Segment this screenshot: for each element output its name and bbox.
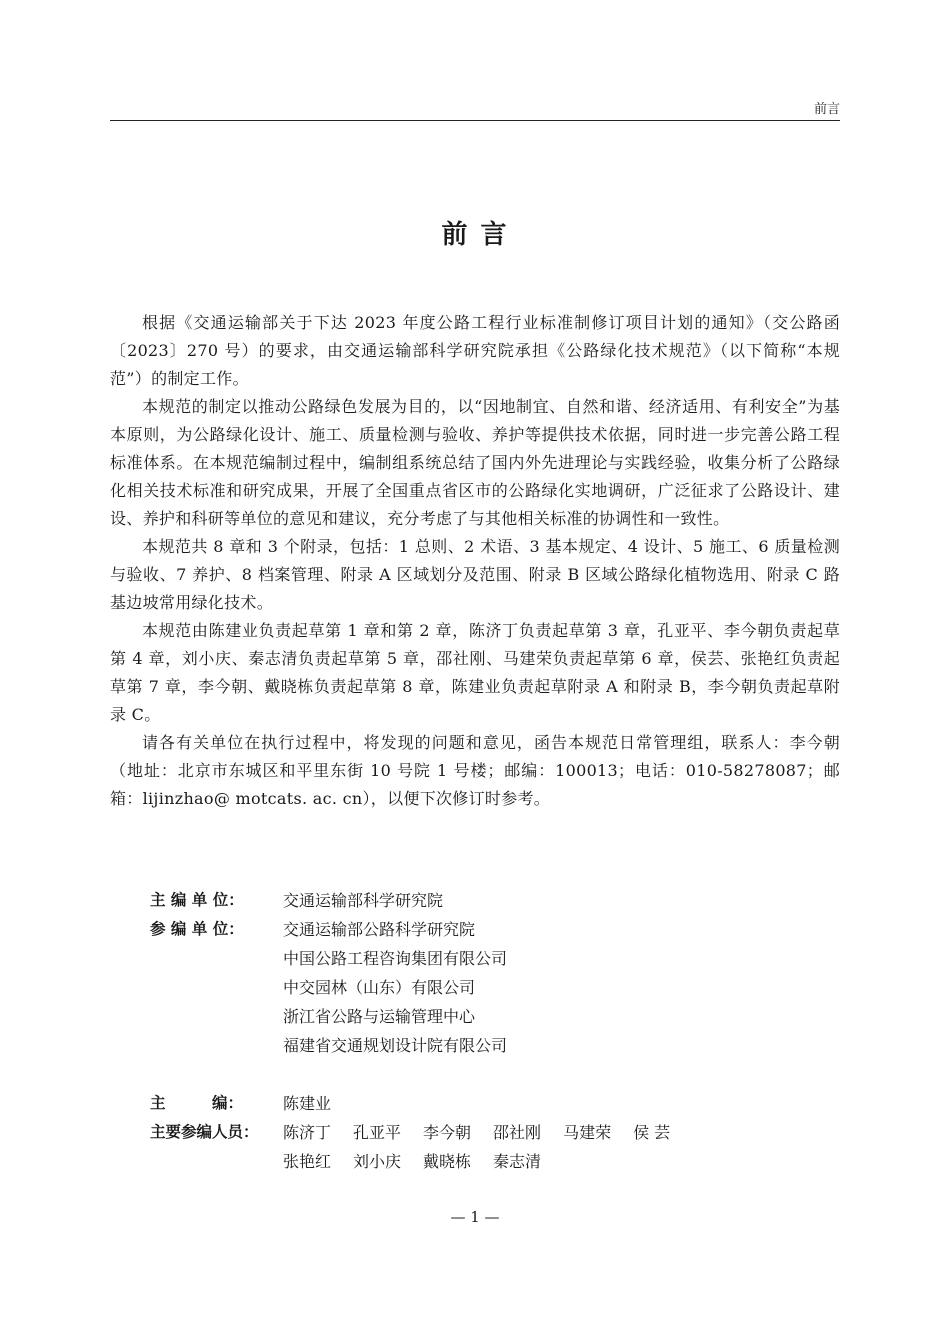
contributor-name: 侯 芸 [633,1123,671,1142]
contributor-name: 戴晓栋 [423,1152,472,1171]
participating-units-list [283,915,840,1060]
paragraph-authors: 本规范由陈建业负责起草第 1 章和第 2 章，陈济丁负责起草第 3 章，孔亚平、李今朝负责起草第 4 章，刘小庆、秦志清负责起草第 5 章，邵社刚、马建荣负责起草第 6 章，侯芸、张艳红负责起草第 7 章，李今朝、戴晓栋负责起草第 8 章，陈建业负责起草附录 A 和附录 B，李今朝负责起草附录 C。 [110,621,840,724]
editor-row [150,1089,840,1118]
chief-unit-label: 主 编 单 位： [150,891,244,909]
credits-block [150,886,840,1176]
participating-unit: 中国公路工程咨询集团有限公司 [283,949,508,968]
running-header-title: 前言 [813,102,840,117]
spacer [150,1060,840,1089]
preface-body [110,309,840,813]
contributor-name: 张艳红 [283,1152,332,1171]
page-number: — 1 — [450,1208,500,1226]
participating-unit: 浙江省公路与运输管理中心 [283,1007,476,1026]
contributors-label: 主要参编人员： [150,1123,259,1141]
contributor-name: 秦志清 [493,1152,542,1171]
editor-label: 主 编： [150,1094,244,1112]
participating-units-label: 参 编 单 位： [150,920,244,938]
contributor-name: 刘小庆 [353,1152,402,1171]
contributors-list [283,1118,840,1176]
running-header [110,96,840,121]
paragraph-basis: 根据《交通运输部关于下达 2023 年度公路工程行业标准制修订项目计划的通知》（交公路函〔2023〕270 号）的要求，由交通运输部科学研究院承担《公路绿化技术规范》（以下简称“本规范”）的制定工作。 [110,313,840,388]
contributors-row [150,1118,840,1176]
contributor-name: 陈济丁 [283,1123,332,1142]
participating-unit: 福建省交通规划设计院有限公司 [283,1036,508,1055]
participating-units-row [150,915,840,1060]
editor-value: 陈建业 [283,1094,332,1113]
contributor-name: 李今朝 [423,1123,472,1142]
paragraph-purpose: 本规范的制定以推动公路绿色发展为目的，以“因地制宜、自然和谐、经济适用、有利安全”为基本原则，为公路绿化设计、施工、质量检测与验收、养护等提供技术依据，同时进一步完善公路工程标准体系。在本规范编制过程中，编制组系统总结了国内外先进理论与实践经验，收集分析了公路绿化相关技术标准和研究成果，开展了全国重点省区市的公路绿化实地调研，广泛征求了公路设计、建设、养护和科研等单位的意见和建议，充分考虑了与其他相关标准的协调性和一致性。 [110,397,840,528]
chief-unit-value: 交通运输部科学研究院 [283,891,444,910]
page-title: 前 言 [441,220,509,250]
participating-unit: 交通运输部公路科学研究院 [283,920,476,939]
contributor-name: 马建荣 [563,1123,612,1142]
contributors-line-1 [283,1118,840,1147]
paragraph-structure: 本规范共 8 章和 3 个附录，包括：1 总则、2 术语、3 基本规定、4 设计、5 施工、6 质量检测与验收、7 养护、8 档案管理、附录 A 区域划分及范围、附录 B 区域公路绿化植物选用、附录 C 路基边坡常用绿化技术。 [110,537,840,612]
participating-unit: 中交园林（山东）有限公司 [283,978,476,997]
chief-unit-row [150,886,840,915]
paragraph-contact: 请各有关单位在执行过程中，将发现的问题和意见，函告本规范日常管理组，联系人：李今朝（地址：北京市东城区和平里东街 10 号院 1 号楼；邮编：100013；电话：010-58278087；邮箱：lijinzhao@ motcats. ac. cn），以便下次修订时参考。 [110,733,840,808]
contributor-name: 孔亚平 [353,1123,402,1142]
contributors-line-2 [283,1147,840,1176]
contributor-name: 邵社刚 [493,1123,542,1142]
